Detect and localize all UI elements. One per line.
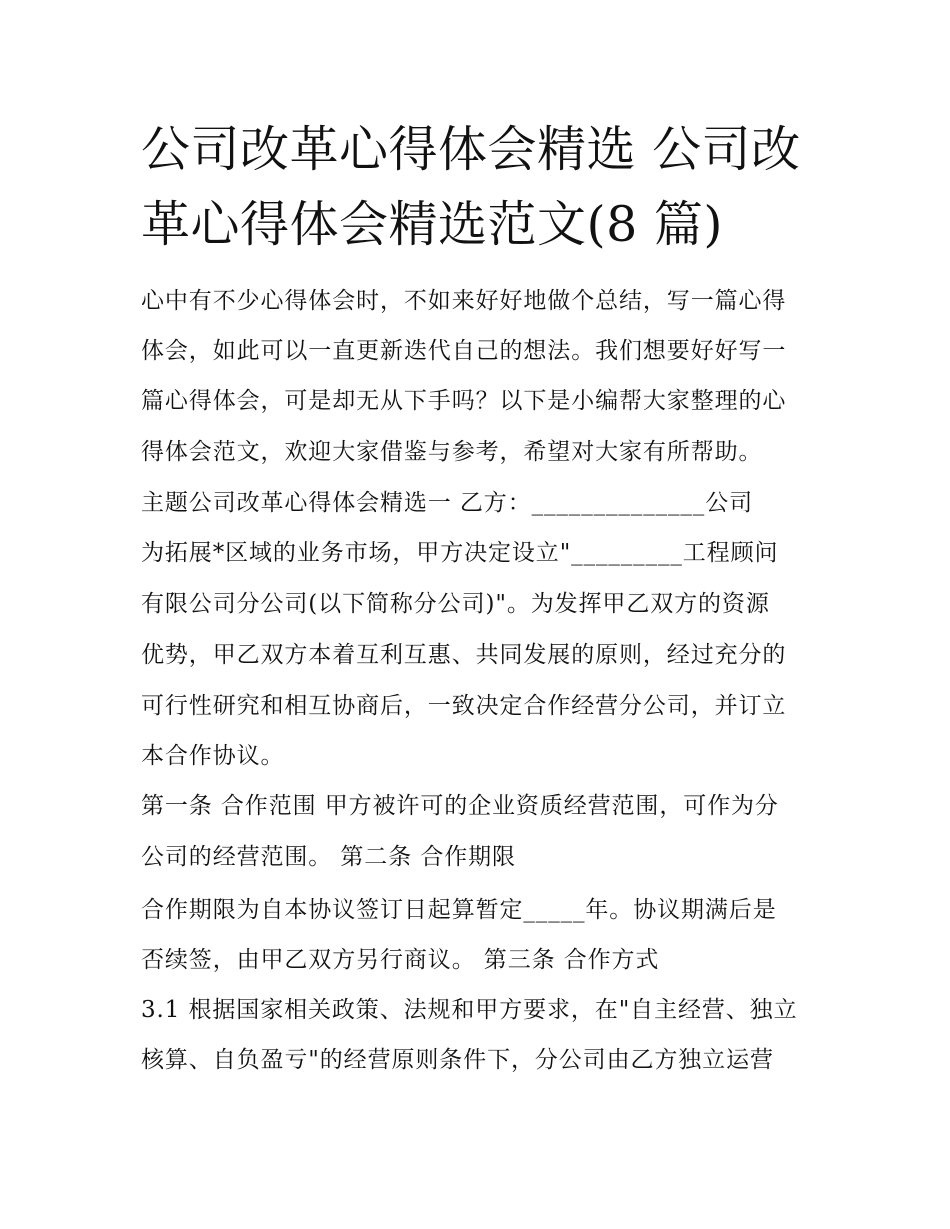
body-line-agreement-5: 本合作协议。: [141, 743, 285, 769]
body-line-intro-1: 心中有不少心得体会时，不如来好好地做个总结，写一篇心得: [141, 288, 787, 314]
body-line-agreement-2: 有限公司分公司(以下简称分公司)"。为发挥甲乙双方的资源: [141, 591, 770, 617]
body-line-section-heading: 主题公司改革心得体会精选一 乙方：______________公司: [141, 490, 754, 516]
title-line: 革心得体会精选范文(8 篇): [141, 196, 723, 253]
body-line-agreement-1: 为拓展*区域的业务市场，甲方决定设立"_________工程顾问: [141, 540, 779, 566]
body-line-article-2b: 否续签，由甲乙双方另行商议。 第三条 合作方式: [141, 947, 660, 973]
document-title: [141, 112, 831, 262]
body-line-intro-3: 篇心得体会，可是却无从下手吗？以下是小编帮大家整理的心: [141, 388, 787, 414]
title-line: 公司改革心得体会精选 公司改: [141, 121, 801, 178]
body-line-article-1a: 第一条 合作范围 甲方被许可的企业资质经营范围，可作为分: [141, 793, 779, 819]
body-line-agreement-4: 可行性研究和相互协商后，一致决定合作经营分公司，并订立: [141, 693, 787, 719]
body-line-agreement-3: 优势，甲乙双方本着互利互惠、共同发展的原则，经过充分的: [141, 642, 787, 668]
body-line-article-3b: 核算、自负盈亏"的经营原则条件下，分公司由乙方独立运营: [141, 1047, 774, 1073]
body-line-article-1b: 公司的经营范围。 第二条 合作期限: [141, 844, 516, 870]
body-line-article-2a: 合作期限为自本协议签订日起算暂定_____年。协议期满后是: [141, 897, 777, 923]
body-line-intro-2: 体会，如此可以一直更新迭代自己的想法。我们想要好好写一: [141, 338, 787, 364]
body-line-intro-4: 得体会范文，欢迎大家借鉴与参考，希望对大家有所帮助。: [141, 439, 763, 465]
body-line-article-3a: 3.1 根据国家相关政策、法规和甲方要求，在"自主经营、独立: [141, 997, 798, 1023]
